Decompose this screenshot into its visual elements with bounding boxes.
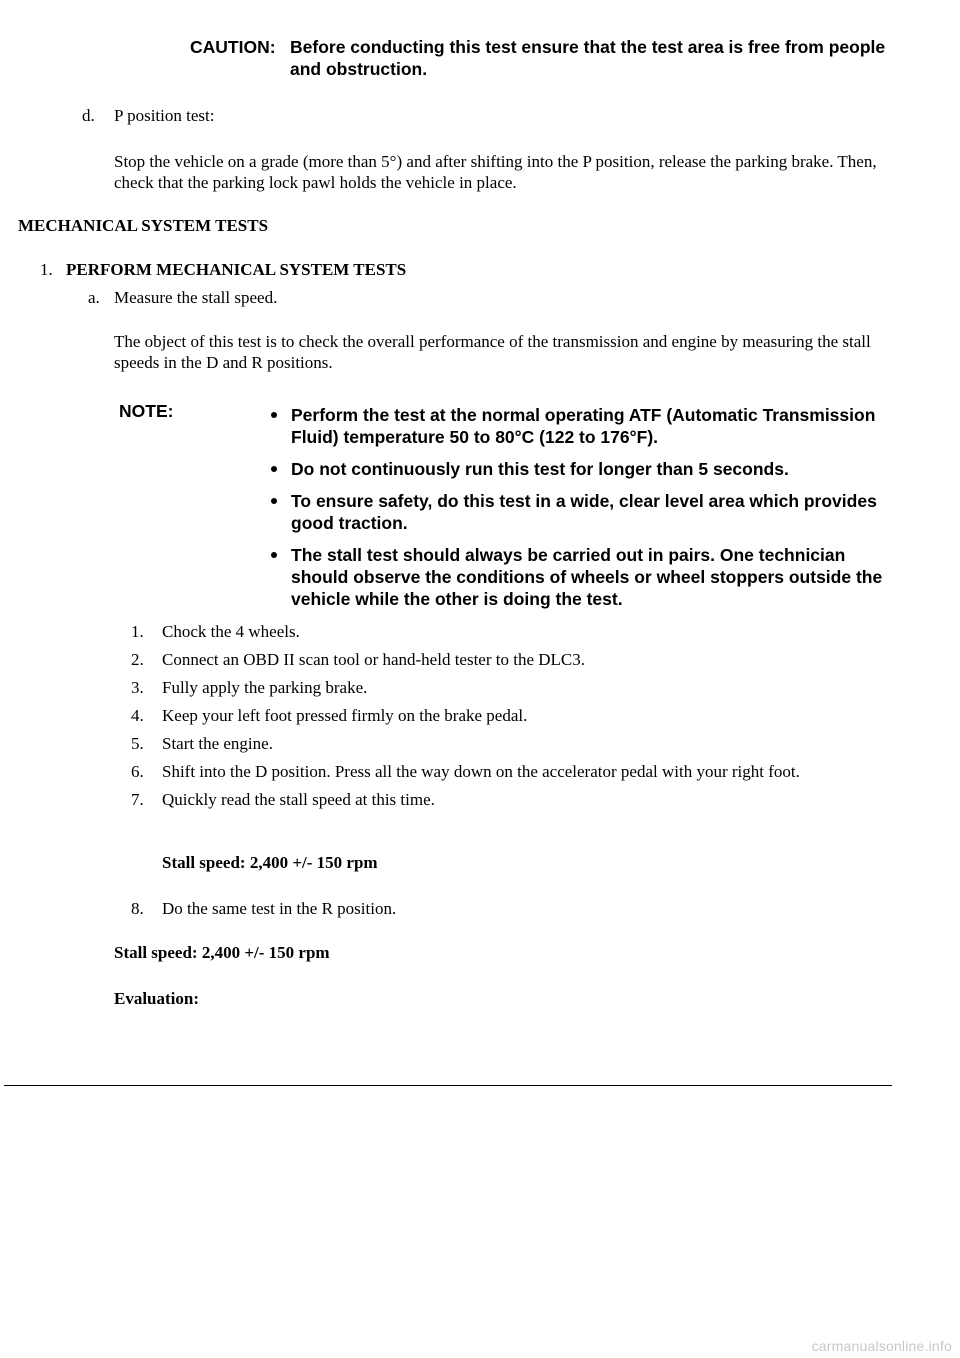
bullet-icon xyxy=(271,498,277,504)
caution-text: Before conducting this test ensure that the test area is free from people and obstruction. xyxy=(290,37,886,79)
stall-marker: a. xyxy=(88,288,100,307)
note-item: Perform the test at the normal operating ATF (Automatic Transmission Fluid) temperature 50 to 80°C (122 to 176°F). xyxy=(271,404,891,448)
list-item: 4. Keep your left foot pressed firmly on the brake pedal. xyxy=(131,706,528,725)
evaluation-label: Evaluation: xyxy=(114,989,200,1008)
list-item: 2. Connect an OBD II scan tool or hand-held tester to the DLC3. xyxy=(131,650,586,669)
note-label: NOTE: xyxy=(119,401,174,421)
section-heading: MECHANICAL SYSTEM TESTS xyxy=(18,216,269,235)
note-item: Do not continuously run this test for longer than 5 seconds. xyxy=(271,458,891,480)
stall-spec-2: Stall speed: 2,400 +/- 150 rpm xyxy=(114,943,330,962)
step1-title: PERFORM MECHANICAL SYSTEM TESTS xyxy=(66,260,407,279)
list-item: 6. Shift into the D position. Press all the way down on the accelerator pedal with your right foot. xyxy=(131,762,800,781)
divider xyxy=(4,1085,892,1086)
note-item: The stall test should always be carried out in pairs. One technician should observe the conditions of wheels or wheel stoppers outside the vehicle while the other is doing the test. xyxy=(271,544,891,610)
list-item: 3. Fully apply the parking brake. xyxy=(131,678,368,697)
caution-label: CAUTION: xyxy=(190,37,276,57)
watermark: carmanualsonline.info xyxy=(811,1338,952,1354)
stall-spec-1: Stall speed: 2,400 +/- 150 rpm xyxy=(162,853,378,872)
note-item: To ensure safety, do this test in a wide, clear level area which provides good traction. xyxy=(271,490,891,534)
list-item: 1. Chock the 4 wheels. xyxy=(131,622,300,641)
stall-text: The object of this test is to check the overall performance of the transmission and engine by measuring the stall speeds in the D and R positions. xyxy=(114,332,871,372)
step-list xyxy=(128,621,888,817)
step1-marker: 1. xyxy=(40,260,53,279)
p-test-title: P position test: xyxy=(114,106,215,125)
bullet-icon xyxy=(271,552,277,558)
bullet-icon xyxy=(271,466,277,472)
p-test-text: Stop the vehicle on a grade (more than 5°) and after shifting into the P position, release the parking brake. Then, check that the parking lock pawl holds the vehicle in place. xyxy=(114,152,877,192)
p-test-marker: d. xyxy=(82,106,95,125)
list-item: 7. Quickly read the stall speed at this time. xyxy=(131,790,435,809)
bullet-icon xyxy=(271,412,277,418)
step8-num: 8. xyxy=(131,899,144,918)
stall-title: Measure the stall speed. xyxy=(114,288,278,307)
list-item: 5. Start the engine. xyxy=(131,734,273,753)
note-list xyxy=(271,404,891,620)
step8-text: Do the same test in the R position. xyxy=(162,899,397,918)
